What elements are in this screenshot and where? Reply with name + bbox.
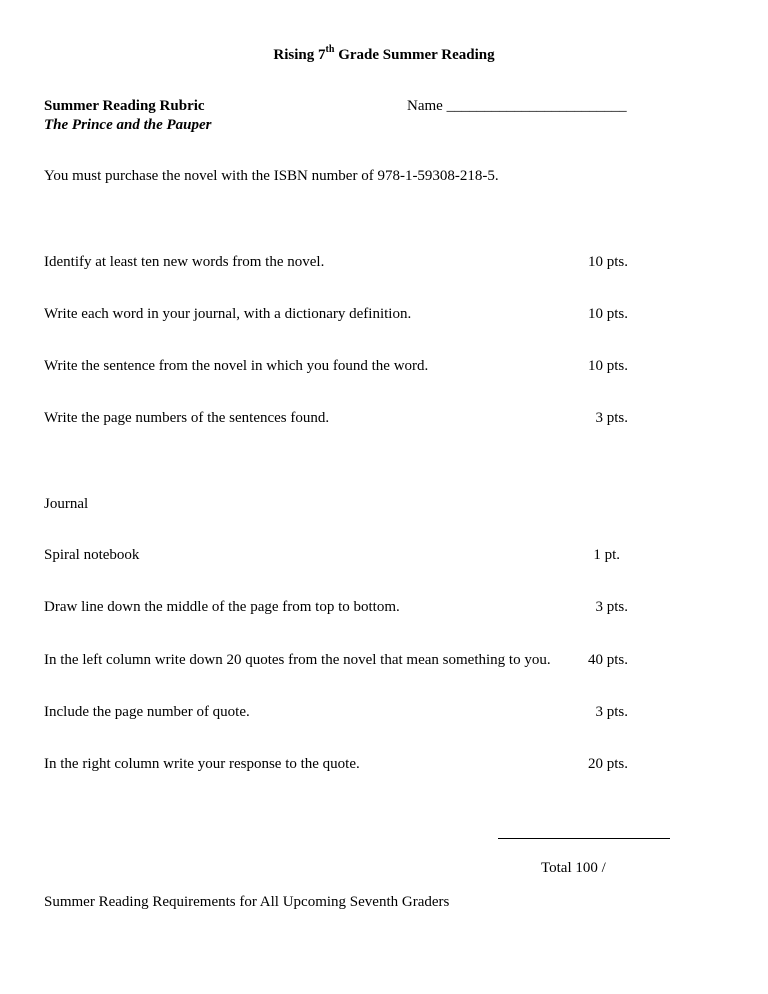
intro-text: You must purchase the novel with the ISBN number of 978-1-59308-218-5. (44, 168, 499, 184)
list-item-points: 40 pts. (587, 652, 628, 668)
list-item-points: 10 pts. (587, 358, 628, 374)
list-item-points: 10 pts. (587, 254, 628, 270)
journal-heading: Journal (44, 496, 89, 512)
title-text-rest: Grade Summer Reading (334, 47, 495, 63)
list-item-points: 3 pts. (595, 410, 628, 426)
book-title: The Prince and the Pauper (44, 117, 212, 133)
list-item-points: 1 pt. (593, 547, 620, 563)
list-item-task: In the right column write your response to the quote. (44, 756, 360, 772)
footer-text: Summer Reading Requirements for All Upcoming Seventh Graders (44, 894, 450, 910)
page-title (0, 46, 768, 64)
title-superscript: th (325, 44, 335, 55)
list-item-task: Write the page numbers of the sentences found. (44, 410, 330, 426)
list-item-points: 3 pts. (595, 599, 628, 615)
total-label: Total 100 / (541, 860, 606, 876)
name-field-label: Name ________________________ (407, 98, 627, 114)
list-item-points: 10 pts. (587, 306, 628, 322)
list-item-task: Draw line down the middle of the page from top to bottom. (44, 599, 400, 615)
total-signature-line (498, 838, 670, 839)
list-item-task: Spiral notebook (44, 547, 140, 563)
list-item-task: In the left column write down 20 quotes from the novel that mean something to you. (44, 652, 551, 668)
list-item-task: Include the page number of quote. (44, 704, 250, 720)
list-item-task: Write each word in your journal, with a dictionary definition. (44, 306, 412, 322)
rubric-title: Summer Reading Rubric (44, 98, 205, 114)
list-item-points: 20 pts. (587, 756, 628, 772)
title-text: Rising 7 (273, 47, 326, 63)
list-item-task: Write the sentence from the novel in which you found the word. (44, 358, 429, 374)
list-item-points: 3 pts. (595, 704, 628, 720)
list-item-task: Identify at least ten new words from the novel. (44, 254, 325, 270)
